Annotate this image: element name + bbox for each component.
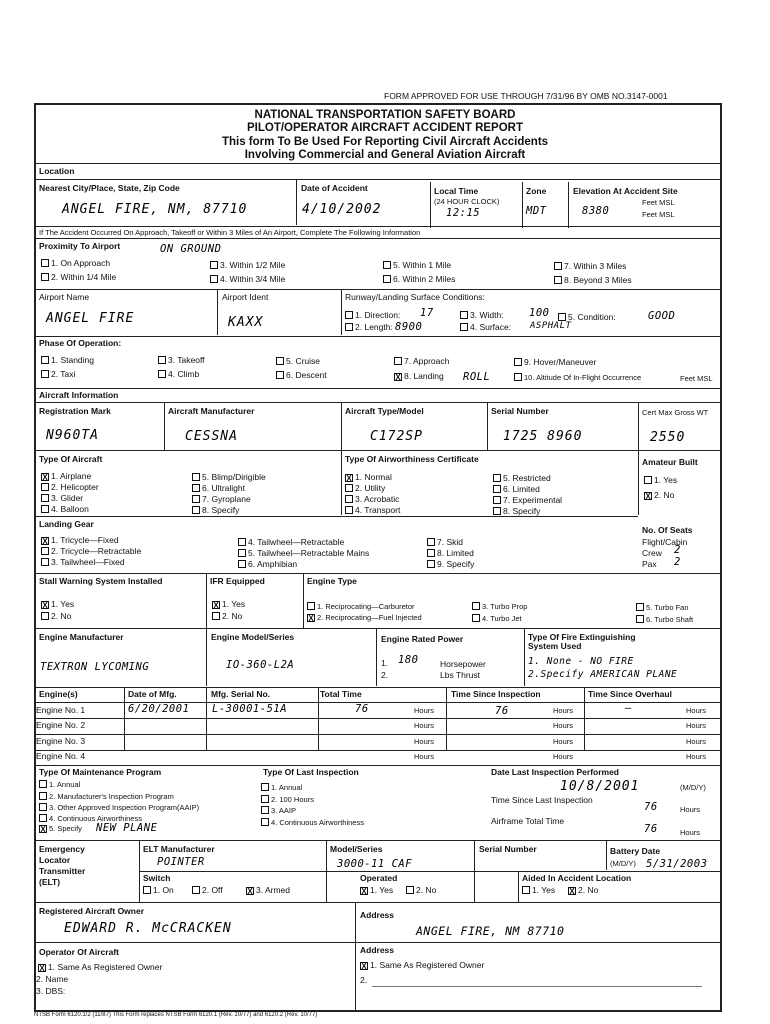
checkbox-icon[interactable]	[493, 507, 501, 515]
switch-label: Switch	[143, 873, 171, 883]
checkbox-icon[interactable]	[41, 505, 49, 513]
operator-address-label: Address	[360, 945, 395, 955]
checkbox-icon[interactable]: X	[361, 962, 367, 971]
gear-opt-9[interactable]: 9. Specify	[425, 560, 474, 569]
type-opt-7[interactable]: 7. Gyroplane	[190, 495, 251, 504]
operated-label: Operated	[360, 873, 398, 883]
checkbox-icon[interactable]: X	[40, 825, 46, 834]
fire-label: Type Of Fire Extinguishing System Used	[528, 632, 636, 652]
engine-type-opt-1[interactable]: 1. Reciprocating—Carburetor	[305, 602, 415, 611]
phase-opt-8[interactable]: X 8. Landing	[395, 371, 444, 382]
feet-msl-2: Feet MSL	[642, 210, 675, 219]
width-label[interactable]: 3. Width:	[458, 311, 504, 320]
proximity-value[interactable]: ON GROUND	[160, 243, 222, 255]
checkbox-icon[interactable]	[493, 474, 501, 482]
engine-row-4-hours-a: Hours	[414, 752, 435, 761]
gear-label: Landing Gear	[39, 519, 94, 529]
engines-header-4: Time Since Inspection	[451, 689, 541, 699]
length-label[interactable]: 2. Length:	[343, 323, 393, 332]
checkbox-icon[interactable]	[383, 275, 391, 283]
checkbox-icon[interactable]	[210, 261, 218, 269]
owner-address-value[interactable]: ANGEL FIRE, NM 87710	[416, 924, 565, 938]
maint-label: Type Of Maintenance Program	[39, 767, 162, 777]
checkbox-icon[interactable]	[261, 795, 269, 803]
title-report: PILOT/OPERATOR AIRCRAFT ACCIDENT REPORT	[247, 122, 523, 134]
stall-opt-2[interactable]: 2. No	[39, 612, 71, 621]
engine-row-1-date[interactable]: 6/20/2001	[128, 703, 190, 715]
checkbox-icon[interactable]	[345, 484, 353, 492]
airport-name-value[interactable]: ANGEL FIRE	[46, 311, 135, 326]
condition-label[interactable]: 5. Condition:	[556, 313, 616, 322]
seats-crew-value[interactable]: 2	[674, 544, 681, 556]
elt-model-label: Model/Series	[330, 844, 383, 854]
prox-opt-4[interactable]: 4. Within 3/4 Mile	[208, 275, 285, 284]
elt-model-value[interactable]: 3000-11 CAF	[337, 858, 413, 870]
engine-row-2-hours-c: Hours	[686, 721, 707, 730]
airport-ident-value[interactable]: KAXX	[228, 315, 264, 330]
landing-note[interactable]: ROLL	[463, 371, 491, 383]
checkbox-icon[interactable]	[514, 373, 522, 381]
prox-opt-1[interactable]: 1. On Approach	[39, 259, 110, 268]
checkbox-icon[interactable]	[158, 370, 166, 378]
time-label: Local Time	[434, 186, 479, 196]
checkbox-icon[interactable]	[307, 602, 315, 610]
airframe-value[interactable]: 76	[644, 823, 658, 835]
checkbox-icon[interactable]	[427, 538, 435, 546]
title-scope: Involving Commercial and General Aviation Aircraft	[244, 149, 526, 161]
type-opt-8[interactable]: 8. Specify	[190, 506, 239, 515]
checkbox-icon[interactable]	[210, 275, 218, 283]
switch-opt-3[interactable]: X 3. Armed	[247, 885, 291, 896]
last-opt-2[interactable]: 2. 100 Hours	[259, 795, 314, 804]
prox-opt-3[interactable]: 3. Within 1/2 Mile	[208, 261, 285, 270]
hp-label: Horsepower	[440, 659, 486, 669]
elt-mfr-label: ELT Manufacturer	[143, 844, 215, 854]
city-label: Nearest City/Place, State, Zip Code	[39, 183, 180, 193]
engine-row-1-hours-c: Hours	[686, 706, 707, 715]
gear-opt-3[interactable]: 3. Tailwheel—Fixed	[39, 558, 125, 567]
cert-label: Type Of Airworthiness Certificate	[345, 454, 479, 464]
checkbox-icon[interactable]	[39, 803, 47, 811]
title-agency: NATIONAL TRANSPORTATION SAFETY BOARD	[254, 109, 516, 121]
checkbox-icon[interactable]	[394, 357, 402, 365]
engine-model-value[interactable]: IO-360-L2A	[226, 659, 295, 671]
checkbox-icon[interactable]	[192, 506, 200, 514]
cert-opt-8[interactable]: 8. Specify	[491, 507, 540, 516]
checkbox-icon[interactable]	[493, 496, 501, 504]
engine-row-1-ovh[interactable]: —	[625, 702, 632, 714]
checkbox-icon[interactable]: X	[42, 473, 48, 482]
engine-type-label: Engine Type	[307, 576, 357, 586]
seats-crew-label: Crew	[642, 548, 662, 558]
maint-opt-5[interactable]: X 5. Specify	[40, 824, 82, 834]
maint-specify-value[interactable]: NEW PLANE	[96, 822, 158, 834]
engine-row-3-hours-a: Hours	[414, 737, 435, 746]
checkbox-icon[interactable]: X	[645, 492, 651, 501]
proximity-note: If The Accident Occurred On Approach, Takeoff or Within 3 Miles of An Airport, Complete The Following Information	[39, 228, 421, 237]
gear-opt-6[interactable]: 6. Amphibian	[236, 560, 297, 569]
amateur-opt-1[interactable]: 1. Yes	[642, 476, 677, 485]
checkbox-icon[interactable]	[41, 558, 49, 566]
surface-value[interactable]: ASPHALT	[530, 321, 572, 331]
surface-label[interactable]: 4. Surface:	[458, 323, 511, 332]
amateur-label: Amateur Built	[642, 457, 698, 467]
engine-row-3-hours-b: Hours	[553, 737, 574, 746]
fire-value-2[interactable]: 2.Specify AMERICAN PLANE	[528, 669, 678, 680]
stall-label: Stall Warning System Installed	[39, 576, 163, 586]
last-insp-label: Type Of Last Inspection	[263, 767, 359, 777]
engine-model-label: Engine Model/Series	[211, 632, 295, 642]
checkbox-icon[interactable]	[192, 473, 200, 481]
form-approval: FORM APPROVED FOR USE THROUGH 7/31/96 BY OMB NO.3147-0001	[384, 91, 668, 101]
operator-opt-2[interactable]: 2. Name	[36, 974, 69, 984]
city-value[interactable]: ANGEL FIRE, NM, 87710	[62, 202, 248, 217]
cert-opt-5[interactable]: 5. Restricted	[491, 474, 551, 483]
checkbox-icon[interactable]	[383, 261, 391, 269]
checkbox-icon[interactable]: X	[308, 614, 314, 623]
engine-type-opt-6[interactable]: 6. Turbo Shaft	[634, 615, 693, 624]
cert-opt-6[interactable]: 6. Limited	[491, 485, 540, 494]
checkbox-icon[interactable]	[41, 356, 49, 364]
owner-address-label: Address	[360, 910, 395, 920]
operator-opt-3[interactable]: 3. DBS:	[36, 986, 66, 996]
ifr-label: IFR Equipped	[210, 576, 265, 586]
maint-opt-4[interactable]: 4. Continuous Airworthiness	[37, 814, 142, 823]
checkbox-icon[interactable]	[472, 602, 480, 610]
checkbox-icon[interactable]: X	[346, 474, 352, 483]
aircraft-heading: Aircraft Information	[39, 390, 119, 400]
type-opt-4[interactable]: 4. Balloon	[39, 505, 89, 514]
model-value[interactable]: C172SP	[370, 429, 423, 444]
ifr-opt-1[interactable]: X 1. Yes	[213, 599, 246, 610]
elevation-label: Elevation At Accident Site	[573, 186, 678, 196]
phase-opt-4[interactable]: 4. Climb	[156, 370, 199, 379]
airport-ident-label: Airport Ident	[222, 292, 269, 302]
gear-opt-2[interactable]: 2. Tricycle—Retractable	[39, 547, 141, 556]
checkbox-icon[interactable]	[261, 783, 269, 791]
engine-row-4-hours-c: Hours	[686, 752, 707, 761]
engines-header-3: Total Time	[320, 689, 362, 699]
power-2-label: 2.	[381, 670, 389, 680]
gross-label: Cert Max Gross WT	[642, 408, 709, 417]
date-insp-value[interactable]: 10/8/2001	[560, 779, 640, 794]
engines-header-5: Time Since Overhaul	[588, 689, 672, 699]
engine-row-3-name: Engine No. 3	[36, 736, 86, 746]
model-label: Aircraft Type/Model	[345, 406, 424, 416]
prox-opt-7[interactable]: 7. Within 3 Miles	[552, 262, 626, 271]
cert-opt-4[interactable]: 4. Transport	[343, 506, 400, 515]
type-opt-2[interactable]: 2. Helicopter	[39, 483, 99, 492]
switch-opt-1[interactable]: 1. On	[141, 886, 174, 895]
checkbox-icon[interactable]	[212, 612, 220, 620]
gear-opt-4[interactable]: 4. Tailwheel—Retractable	[236, 538, 344, 547]
engine-type-opt-5[interactable]: 5. Turbo Fan	[634, 603, 689, 612]
prox-opt-5[interactable]: 5. Within 1 Mile	[381, 261, 451, 270]
elt-label-1: Emergency	[39, 844, 85, 854]
checkbox-icon[interactable]: X	[213, 601, 219, 610]
checkbox-icon[interactable]	[406, 886, 414, 894]
checkbox-icon[interactable]: X	[569, 887, 575, 896]
checkbox-icon[interactable]	[636, 615, 644, 623]
engine-mfr-label: Engine Manufacturer	[39, 632, 124, 642]
phase-feet-msl: Feet MSL	[680, 374, 713, 383]
phase-opt-10[interactable]: 10. Altitude Of In-Flight Occurrence	[512, 373, 641, 382]
checkbox-icon[interactable]	[261, 818, 269, 826]
engine-row-2-hours-b: Hours	[553, 721, 574, 730]
phase-opt-1[interactable]: 1. Standing	[39, 356, 94, 365]
engine-mfr-value[interactable]: TEXTRON LYCOMING	[40, 661, 150, 673]
checkbox-icon[interactable]	[345, 495, 353, 503]
phase-label: Phase Of Operation:	[39, 338, 122, 348]
lbs-label: Lbs Thrust	[440, 670, 481, 680]
engine-row-4-name: Engine No. 4	[36, 751, 86, 761]
checkbox-icon[interactable]	[143, 886, 151, 894]
phase-opt-6[interactable]: 6. Descent	[274, 371, 327, 380]
direction-value[interactable]: 17	[420, 307, 434, 319]
type-opt-6[interactable]: 6. Ultralight	[190, 484, 245, 493]
registration-label: Registration Mark	[39, 406, 111, 416]
gear-opt-5[interactable]: 5. Tailwheel—Retractable Mains	[236, 549, 369, 558]
serial-label: Serial Number	[491, 406, 549, 416]
since-insp-value[interactable]: 76	[644, 801, 658, 813]
aided-opt-1[interactable]: 1. Yes	[520, 886, 555, 895]
seats-pax-value[interactable]: 2	[674, 556, 681, 568]
cert-opt-3[interactable]: 3. Acrobatic	[343, 495, 399, 504]
checkbox-icon[interactable]	[493, 485, 501, 493]
checkbox-icon[interactable]	[192, 484, 200, 492]
title-purpose: This form To Be Used For Reporting Civil Aircraft Accidents	[221, 136, 549, 148]
fire-value-1[interactable]: 1. None - NO FIRE	[528, 656, 634, 667]
checkbox-icon[interactable]	[427, 560, 435, 568]
maint-opt-2[interactable]: 2. Manufacturer's Inspection Program	[37, 792, 174, 801]
checkbox-icon[interactable]	[238, 549, 246, 557]
engine-row-1-insp[interactable]: 76	[495, 705, 509, 717]
phase-opt-5[interactable]: 5. Cruise	[274, 357, 320, 366]
since-hours: Hours	[680, 805, 701, 814]
checkbox-icon[interactable]	[554, 276, 562, 284]
checkbox-icon[interactable]	[41, 547, 49, 555]
zone-value[interactable]: MDT	[526, 205, 547, 217]
switch-opt-2[interactable]: 2. Off	[190, 886, 223, 895]
checkbox-icon[interactable]	[192, 495, 200, 503]
power-label: Engine Rated Power	[381, 634, 464, 644]
engine-row-2-hours-a: Hours	[414, 721, 435, 730]
checkbox-icon[interactable]	[261, 806, 269, 814]
engine-type-opt-4[interactable]: 4. Turbo Jet	[470, 614, 522, 623]
engine-row-1-hours-a: Hours	[414, 706, 435, 715]
date-value[interactable]: 4/10/2002	[302, 202, 382, 217]
checkbox-icon[interactable]: X	[361, 887, 367, 896]
engine-row-3-hours-c: Hours	[686, 737, 707, 746]
manufacturer-value[interactable]: CESSNA	[185, 429, 238, 444]
operator-label: Operator Of Aircraft	[39, 947, 119, 957]
operated-opt-2[interactable]: 2. No	[404, 886, 436, 895]
checkbox-icon[interactable]	[41, 494, 49, 502]
engine-type-opt-3[interactable]: 3. Turbo Prop	[470, 602, 527, 611]
checkbox-icon[interactable]: X	[39, 964, 45, 973]
last-opt-1[interactable]: 1. Annual	[259, 783, 302, 792]
checkbox-icon[interactable]	[238, 560, 246, 568]
checkbox-icon[interactable]	[41, 273, 49, 281]
checkbox-icon[interactable]	[460, 323, 468, 331]
seats-flight: Flight/Cabin	[642, 537, 688, 547]
battery-sub: (M/D/Y)	[610, 859, 636, 868]
power-1-label: 1.	[381, 658, 389, 668]
gross-value[interactable]: 2550	[650, 430, 686, 445]
type-opt-1[interactable]: X 1. Airplane	[42, 471, 92, 482]
cert-opt-1[interactable]: X 1. Normal	[346, 472, 392, 483]
checkbox-icon[interactable]	[345, 506, 353, 514]
elevation-value[interactable]: 8380	[582, 205, 610, 217]
stall-opt-1[interactable]: X 1. Yes	[42, 599, 75, 610]
gear-opt-8[interactable]: 8. Limited	[425, 549, 474, 558]
time-sub: (24 HOUR CLOCK)	[434, 197, 500, 206]
prox-opt-2[interactable]: 2. Within 1/4 Mile	[39, 273, 116, 282]
checkbox-icon[interactable]	[636, 603, 644, 611]
cert-opt-2[interactable]: 2. Utility	[343, 484, 385, 493]
direction-label[interactable]: 1. Direction:	[343, 311, 400, 320]
owner-value[interactable]: EDWARD R. McCRACKEN	[64, 921, 232, 936]
last-opt-3[interactable]: 3. AAIP	[259, 806, 296, 815]
engine-row-1-total[interactable]: 76	[355, 703, 369, 715]
width-value[interactable]: 100	[529, 307, 550, 319]
registration-value[interactable]: N960TA	[46, 428, 99, 443]
checkbox-icon[interactable]	[427, 549, 435, 557]
engine-row-1-hours-b: Hours	[553, 706, 574, 715]
checkbox-icon[interactable]	[472, 614, 480, 622]
proximity-label: Proximity To Airport	[39, 241, 121, 251]
engines-header-0: Engine(s)	[39, 689, 78, 699]
checkbox-icon[interactable]	[39, 792, 47, 800]
checkbox-icon[interactable]: X	[42, 537, 48, 546]
condition-value[interactable]: GOOD	[648, 310, 676, 322]
prox-opt-6[interactable]: 6. Within 2 Miles	[381, 275, 455, 284]
date-insp-label: Date Last Inspection Performed	[491, 767, 620, 777]
zone-label: Zone	[526, 186, 547, 196]
gear-opt-1[interactable]: X 1. Tricycle—Fixed	[42, 535, 119, 546]
checkbox-icon[interactable]: X	[247, 887, 253, 896]
engines-header-2: Mfg. Serial No.	[211, 689, 271, 699]
operator-address-opt-1[interactable]: X 1. Same As Registered Owner	[361, 960, 485, 971]
checkbox-icon[interactable]	[522, 886, 530, 894]
checkbox-icon[interactable]	[41, 483, 49, 491]
checkbox-icon[interactable]: X	[42, 601, 48, 610]
manufacturer-label: Aircraft Manufacturer	[168, 406, 255, 416]
power-value[interactable]: 180	[398, 654, 419, 666]
date-label: Date of Accident	[301, 183, 368, 193]
phase-opt-3[interactable]: 3. Takeoff	[156, 356, 205, 365]
checkbox-icon[interactable]: X	[395, 373, 401, 382]
phase-opt-2[interactable]: 2. Taxi	[39, 370, 75, 379]
operator-address-opt-2[interactable]: 2.	[360, 975, 368, 985]
checkbox-icon[interactable]	[554, 262, 562, 270]
checkbox-icon[interactable]	[345, 323, 353, 331]
cert-opt-7[interactable]: 7. Experimental	[491, 496, 562, 505]
checkbox-icon[interactable]	[644, 476, 652, 484]
length-value[interactable]: 8900	[395, 321, 423, 333]
owner-label: Registered Aircraft Owner	[39, 906, 145, 916]
maint-opt-1[interactable]: 1. Annual	[37, 780, 80, 789]
checkbox-icon[interactable]	[41, 370, 49, 378]
elt-label-3: Transmitter	[39, 866, 86, 876]
checkbox-icon[interactable]	[39, 814, 47, 822]
checkbox-icon[interactable]	[558, 313, 566, 321]
phase-opt-9[interactable]: 9. Hover/Maneuver	[512, 358, 596, 367]
checkbox-icon[interactable]	[276, 357, 284, 365]
elt-label-4: (ELT)	[39, 877, 61, 887]
feet-msl-1: Feet MSL	[642, 198, 675, 207]
seats-label: No. Of Seats	[642, 525, 693, 535]
checkbox-icon[interactable]	[158, 356, 166, 364]
form-footer: NTSB Form 6120.1/2 (11/87) This Form replaces NTSB Form 6120.1 (Rev. 10/77) and 6120.2 (Rev. 10/77)	[34, 1012, 318, 1018]
amateur-opt-2[interactable]: X 2. No	[645, 490, 675, 501]
type-opt-3[interactable]: 3. Glider	[39, 494, 83, 503]
type-opt-5[interactable]: 5. Blimp/Dirigible	[190, 473, 266, 482]
serial-value[interactable]: 1725 8960	[503, 429, 583, 444]
maint-opt-3[interactable]: 3. Other Approved Inspection Program(AAIP)	[37, 803, 199, 812]
last-opt-4[interactable]: 4. Continuous Airworthiness	[259, 818, 364, 827]
checkbox-icon[interactable]	[276, 371, 284, 379]
airframe-label: Airframe Total Time	[491, 816, 565, 826]
checkbox-icon[interactable]	[514, 358, 522, 366]
time-value[interactable]: 12:15	[446, 207, 481, 219]
airframe-hours: Hours	[680, 828, 701, 837]
elt-mfr-value[interactable]: POINTER	[157, 856, 205, 868]
engine-type-opt-2[interactable]: X 2. Reciprocating—Fuel Injected	[308, 613, 422, 623]
checkbox-icon[interactable]	[192, 886, 200, 894]
battery-value[interactable]: 5/31/2003	[646, 858, 708, 870]
checkbox-icon[interactable]	[238, 538, 246, 546]
checkbox-icon[interactable]	[460, 311, 468, 319]
checkbox-icon[interactable]	[41, 259, 49, 267]
elt-label-2: Locator	[39, 855, 71, 865]
aided-label: Aided In Accident Location	[522, 873, 632, 883]
battery-label: Battery Date	[610, 846, 661, 856]
seats-pax-label: Pax	[642, 559, 657, 569]
engine-row-2-name: Engine No. 2	[36, 720, 86, 730]
operated-opt-1[interactable]: X 1. Yes	[361, 885, 394, 896]
mdy-label: (M/D/Y)	[680, 783, 706, 792]
airport-name-label: Airport Name	[39, 292, 90, 302]
operator-opt-1[interactable]: X 1. Same As Registered Owner	[39, 962, 163, 973]
engine-row-4-hours-b: Hours	[553, 752, 574, 761]
since-insp-label: Time Since Last Inspection	[491, 795, 593, 805]
engine-row-1-name: Engine No. 1	[36, 705, 86, 715]
engine-row-1-serial[interactable]: L-30001-51A	[212, 703, 288, 715]
runway-label: Runway/Landing Surface Conditions:	[345, 292, 485, 302]
phase-opt-7[interactable]: 7. Approach	[392, 357, 449, 366]
checkbox-icon[interactable]	[41, 612, 49, 620]
type-label: Type Of Aircraft	[39, 454, 103, 464]
gear-opt-7[interactable]: 7. Skid	[425, 538, 463, 547]
aided-opt-2[interactable]: X 2. No	[569, 885, 599, 896]
ifr-opt-2[interactable]: 2. No	[210, 612, 242, 621]
location-heading: Location	[39, 166, 75, 176]
checkbox-icon[interactable]	[39, 780, 47, 788]
checkbox-icon[interactable]	[345, 311, 353, 319]
elt-serial-label: Serial Number	[479, 844, 537, 854]
engines-header-1: Date of Mfg.	[128, 689, 177, 699]
prox-opt-8[interactable]: 8. Beyond 3 Miles	[552, 276, 632, 285]
